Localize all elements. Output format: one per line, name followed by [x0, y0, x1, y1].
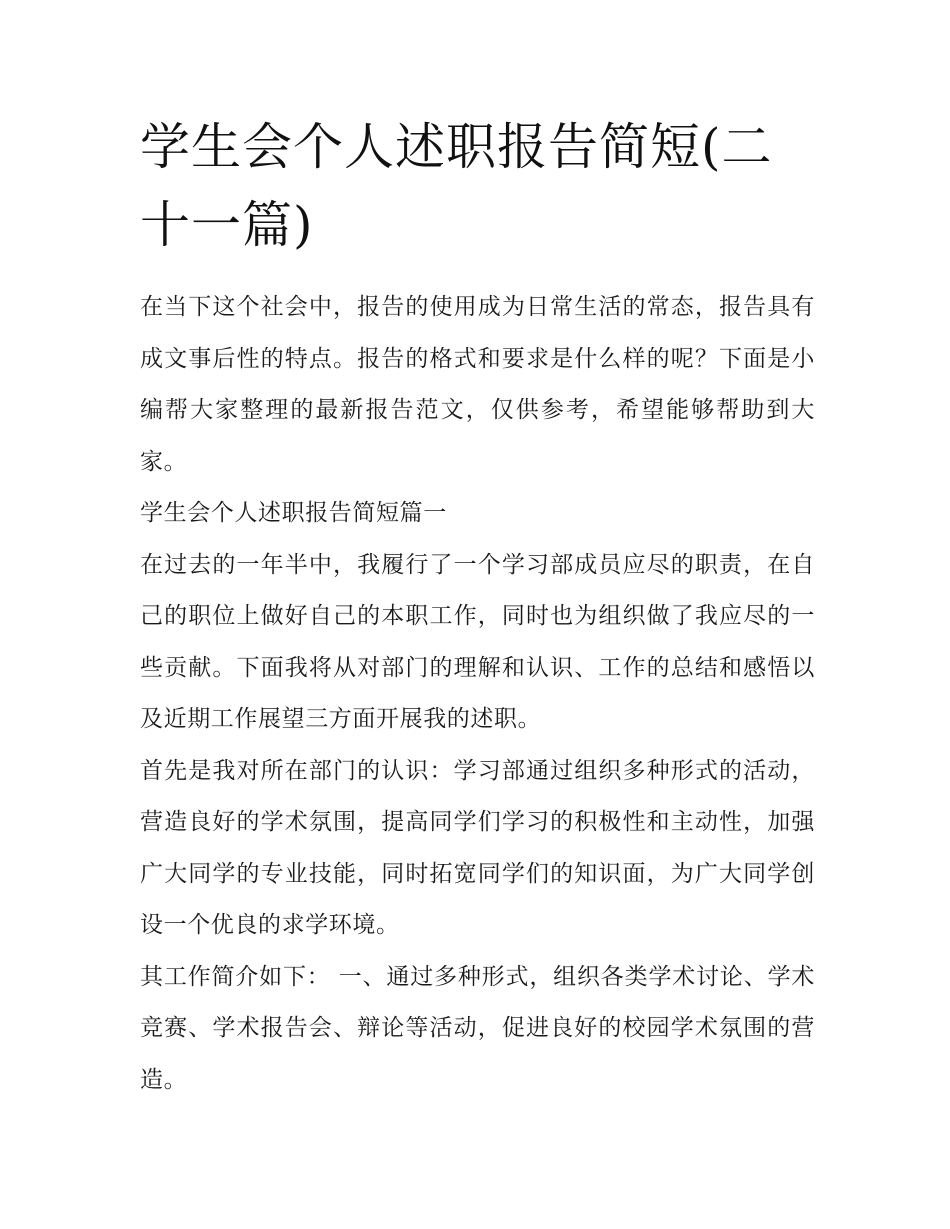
- intro-paragraph: 在当下这个社会中，报告的使用成为日常生活的常态，报告具有成文事后性的特点。报告的格式和要求是什么样的呢？下面是小编帮大家整理的最新报告范文，仅供参考，希望能够帮助到大家。: [140, 294, 815, 475]
- section-heading: 学生会个人述职报告简短篇一: [140, 500, 447, 526]
- document-title: 学生会个人述职报告简短(二十一篇): [140, 118, 773, 254]
- document-body: [140, 108, 815, 1106]
- body-paragraph: 在过去的一年半中，我履行了一个学习部成员应尽的职责，在自己的职位上做好自己的本职工作，同时也为组织做了我应尽的一些贡献。下面我将从对部门的理解和认识、工作的总结和感悟以及近期工作展望三方面开展我的述职。: [140, 551, 815, 732]
- body-paragraph: 首先是我对所在部门的认识：学习部通过组织多种形式的活动，营造良好的学术氛围，提高同学们学习的积极性和主动性，加强广大同学的专业技能，同时拓宽同学们的知识面，为广大同学创设一个优良的求学环境。: [140, 757, 815, 938]
- body-paragraph: 其工作简介如下： 一、通过多种形式，组织各类学术讨论、学术竞赛、学术报告会、辩论等活动，促进良好的校园学术氛围的营造。: [140, 963, 815, 1093]
